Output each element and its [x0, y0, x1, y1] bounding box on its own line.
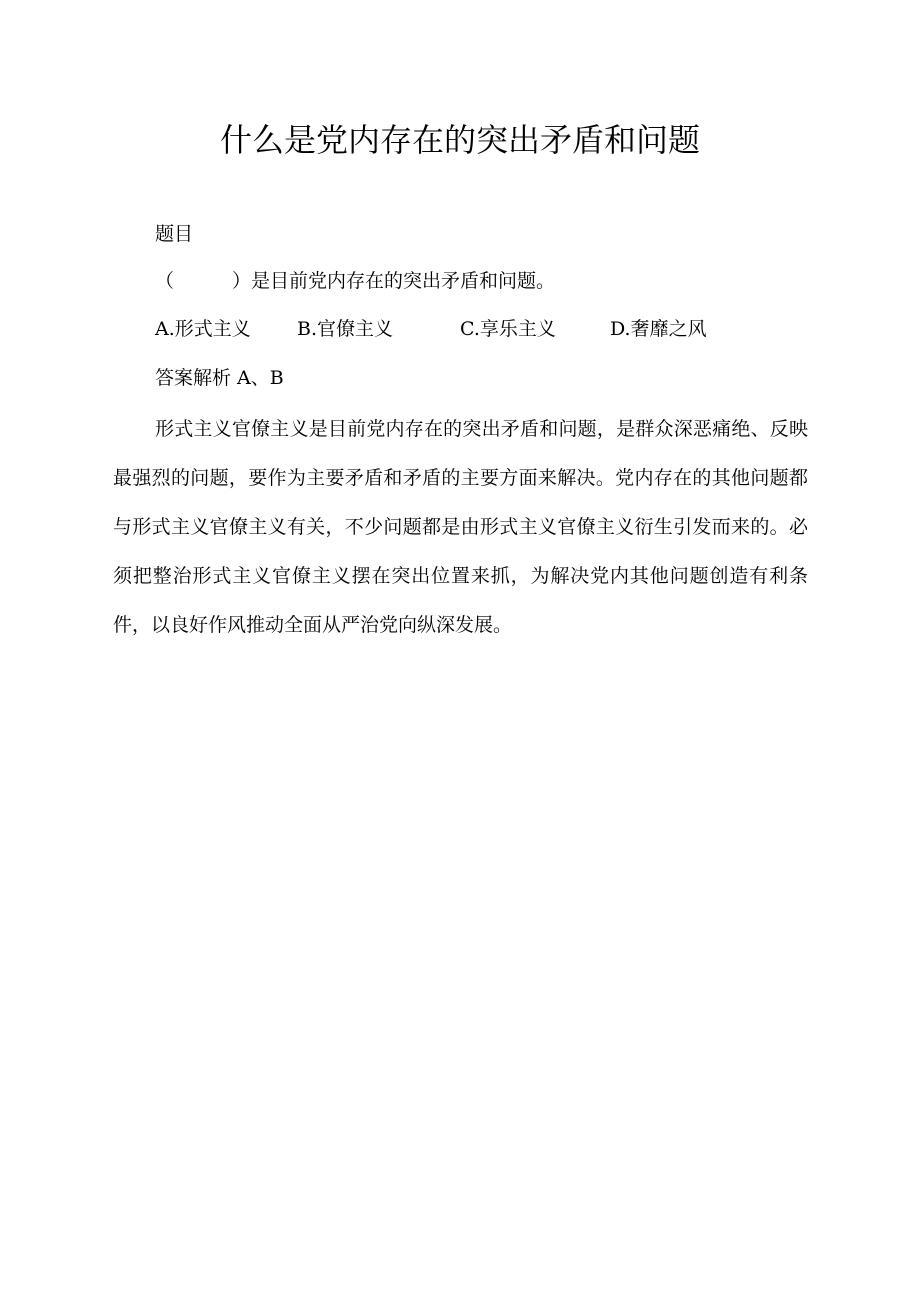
- question-text: [155, 268, 555, 294]
- question-open-paren: （: [155, 270, 175, 292]
- analysis-paragraph: 形式主义官僚主义是目前党内存在的突出矛盾和问题，是群众深恶痛绝、反映最强烈的问题，要作为主要矛盾和矛盾的主要方面来解决。党内存在的其他问题都与形式主义官僚主义有关，不少问题都是由形式主义官僚主义衍生引发而来的。必须把整治形式主义官僚主义摆在突出位置来抓，为解决党内其他问题创造有利条件，以良好作风推动全面从严治党向纵深发展。: [113, 418, 808, 636]
- option-b: B.官僚主义: [297, 318, 394, 340]
- option-list: [155, 316, 707, 342]
- answer-line: 答案解析 A、B: [155, 367, 284, 389]
- option-a: A.形式主义: [155, 318, 251, 340]
- question-stem: ）是目前党内存在的突出矛盾和问题。: [232, 270, 556, 292]
- option-c: C.享乐主义: [460, 318, 556, 340]
- option-d: D.奢靡之风: [610, 318, 707, 340]
- page-title: 什么是党内存在的突出矛盾和问题: [219, 121, 700, 159]
- section-label: 题目: [155, 223, 194, 245]
